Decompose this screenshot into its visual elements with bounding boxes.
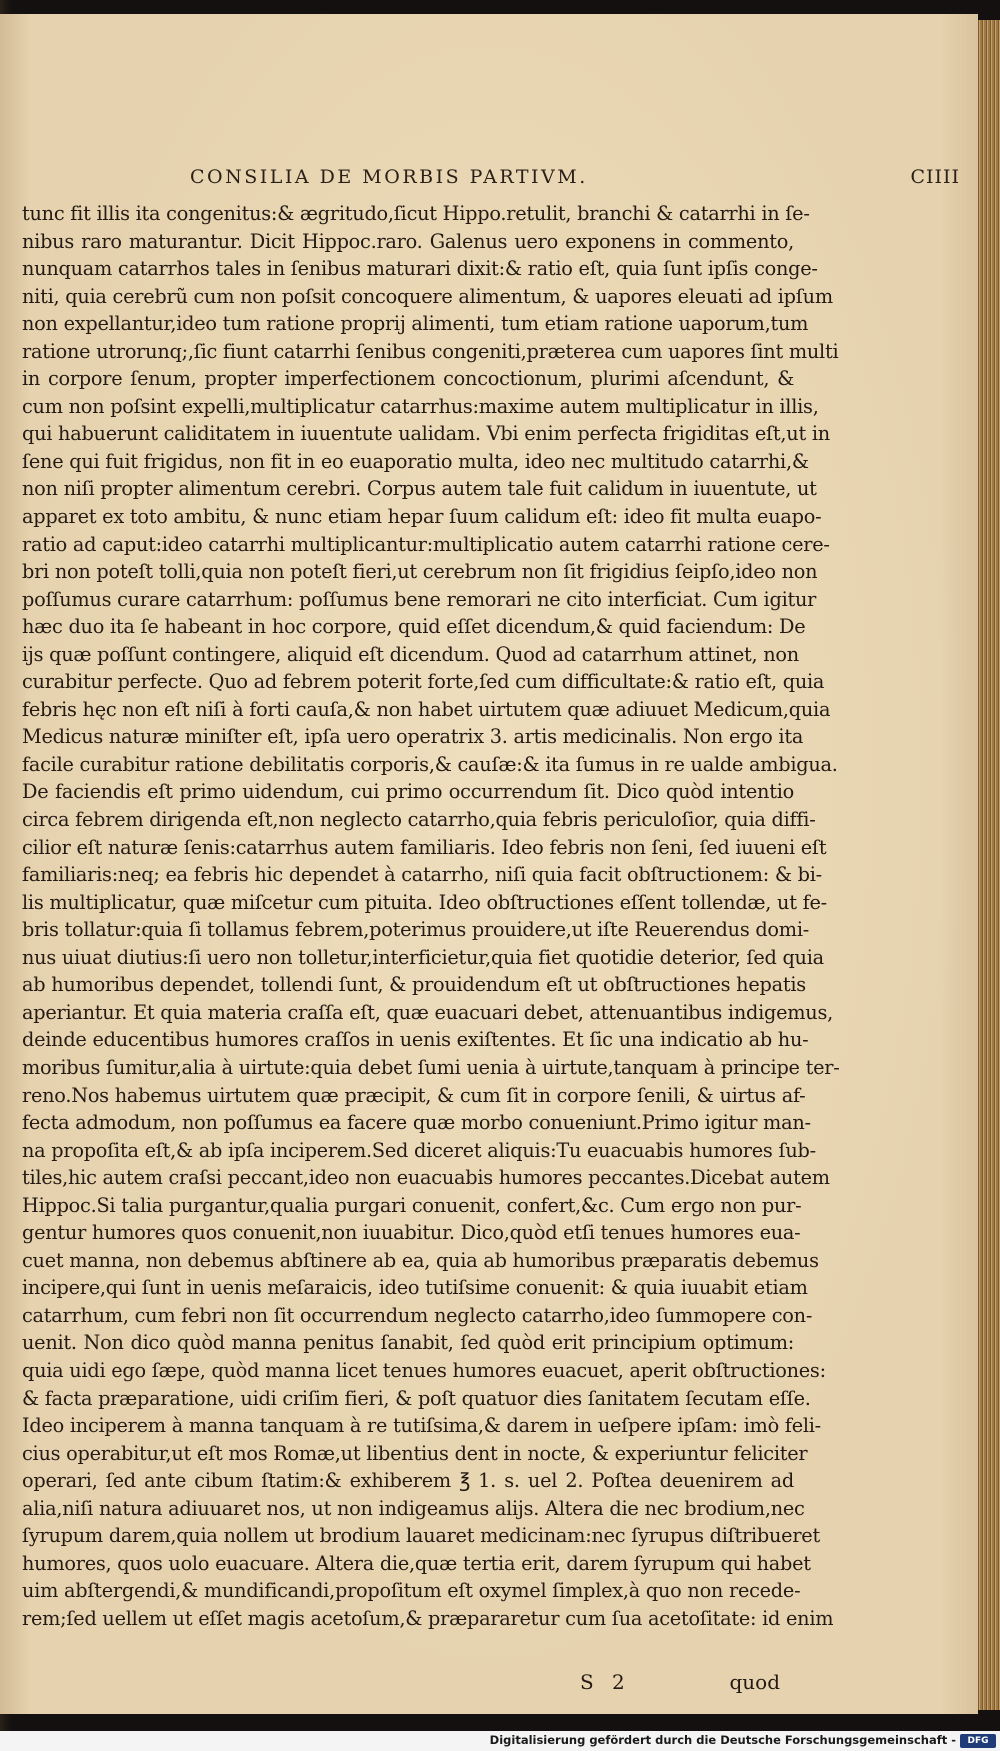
text-line: reno.Nos habemus uirtutem quæ præcipit, & cum ſit in corpore ſenili, & uirtus af-: [22, 1083, 806, 1107]
text-line: alia,niſi natura adiuuaret nos, ut non indigeamus alijs. Altera die nec brodium,nec: [22, 1496, 805, 1520]
text-line: ab humoribus dependet, tollendi ſunt, & prouidendum eſt ut obſtructiones hepatis: [22, 973, 806, 997]
text-line: nus uiuat diutius:ſi uero non tolletur,interficietur,quia fiet quotidie deterior, ſed quia: [22, 945, 824, 969]
dfg-logo: DFG: [960, 1734, 996, 1748]
text-line: non expellantur,ideo tum ratione proprij alimenti, tum etiam ratione uaporum,tum: [22, 312, 809, 336]
text-line: uenit. Non dico quòd manna penitus ſanabit, ſed quòd erit principium optimum:: [22, 1331, 794, 1355]
text-line: Ideo inciperem à manna tanquam à re tutiſsima,& darem in ueſpere ipſam: imò feli-: [22, 1414, 821, 1438]
digitization-credit: Digitalisierung gefördert durch die Deutsche Forschungsgemeinschaft -: [489, 1733, 956, 1747]
text-line: ſyrupum darem,quia nollem ut brodium lauaret medicinam:nec ſyrupus diſtribueret: [22, 1524, 820, 1548]
text-line: na propoſita eſt,& ab ipſa inciperem.Sed diceret aliquis:Tu euacuabis humores ſub-: [22, 1138, 816, 1162]
text-line: De faciendis eſt primo uidendum, cui primo occurrendum ſit. Dico quòd intentio: [22, 780, 794, 804]
text-line: humores, quos uolo euacuare. Altera die,quæ tertia erit, darem ſyrupum qui habet: [22, 1551, 811, 1575]
text-line: ratio ad caput:ideo catarrhi multiplicantur:multiplicatio autem catarrhi ratione cere-: [22, 532, 830, 556]
text-line: familiaris:neq; ea febris hic dependet à catarrho, niſi quia facit obſtructionem: & bi-: [22, 863, 822, 887]
text-line: febris hęc non eſt niſi à forti cauſa,& non habet uirtutem quæ adiuuet Medicum,quia: [22, 697, 831, 721]
credit-bar: [0, 1731, 1000, 1751]
text-line: tunc fit illis ita congenitus:& ægritudo,ſicut Hippo.retulit, branchi & catarrhi in ſe-: [22, 202, 810, 225]
book-fore-edge: [978, 20, 1000, 1710]
text-line: quia uidi ego ſæpe, quòd manna licet tenues humores euacuet, aperit obſtructiones:: [22, 1358, 826, 1382]
text-line: nibus raro maturantur. Dicit Hippoc.raro. Galenus uero exponens in commento,: [22, 229, 794, 253]
text-line: nunquam catarrhos tales in ſenibus maturari dixit:& ratio eſt, quia ſunt ipſis conge-: [22, 257, 818, 281]
text-line: Medicus naturæ miniſter eſt, ipſa uero operatrix 3. artis medicinalis. Non ergo ita: [22, 725, 804, 749]
signature-mark: S 2: [580, 1670, 631, 1694]
text-line: catarrhum, cum febri non ſit occurrendum neglecto catarrho,ideo ſummopere con-: [22, 1303, 813, 1327]
book-page: [0, 14, 978, 1714]
catchword: quod: [729, 1670, 780, 1694]
text-line: uim abſtergendi,& mundificandi,propoſitum eſt oxymel ſimplex,à quo non recede-: [22, 1579, 801, 1603]
text-line: Hippoc.Si talia purgantur,qualia purgari conuenit, confert,&c. Cum ergo non pur-: [22, 1193, 802, 1217]
text-line: cilior eſt naturæ ſenis:catarrhus autem familiaris. Ideo febris non ſeni, ſed iuueni eſt: [22, 835, 827, 859]
text-line: poſſumus curare catarrhum: poſſumus bene remorari ne cito interficiat. Cum igitur: [22, 587, 817, 611]
text-line: niti, quia cerebrũ cum non poſsit concoquere alimentum, & uapores eleuati ad ipſum: [22, 284, 833, 308]
text-line: tiles,hic autem craſsi peccant,ideo non euacuabis humores peccantes.Dicebat autem: [22, 1166, 830, 1190]
text-line: rem;ſed uellem ut eſſet magis acetoſum,& præpararetur cum ſua acetoſitate: id enim: [22, 1606, 834, 1630]
text-line: apparet ex toto ambitu, & nunc etiam hepar ſuum calidum eſt: ideo fit multa euapo-: [22, 505, 822, 529]
text-line: moribus ſumitur,alia à uirtute:quia debet ſumi uenia à uirtute,tanquam à principe ter-: [22, 1055, 840, 1079]
text-line: cum non poſsint expelli,multiplicatur catarrhus:maxime autem multiplicatur in illis,: [22, 394, 819, 418]
text-line: facile curabitur ratione debilitatis corporis,& cauſæ:& ita ſumus in re ualde ambigua.: [22, 752, 838, 776]
text-line: operari, ſed ante cibum ſtatim:& exhiberem ℥ 1. s. uel 2. Poſtea deuenirem ad: [22, 1469, 794, 1493]
text-line: deinde educentibus humores craſſos in uenis exiſtentes. Et ſic una indicatio ab hu-: [22, 1028, 809, 1052]
text-line: circa febrem dirigenda eſt,non neglecto catarrho,quia febris periculoſior, quia diffi-: [22, 808, 816, 832]
text-line: incipere,qui ſunt in uenis meſaraicis, ideo tutiſsime conuenit: & quia iuuabit etiam: [22, 1276, 808, 1300]
text-line: aperiantur. Et quia materia craſſa eſt, quæ euacuari debet, attenuantibus indigemus,: [22, 1000, 833, 1024]
text-line: non niſi propter alimentum cerebri. Corpus autem tale fuit calidum in iuuentute, ut: [22, 477, 817, 501]
text-line: bri non poteſt tolli,quia non poteſt fieri,ut cerebrum non ſit frigidius ſeipſo,ideo non: [22, 560, 818, 584]
text-line: ijs quæ poſſunt contingere, aliquid eſt dicendum. Quod ad catarrhum attinet, non: [22, 642, 799, 666]
text-line: curabitur perfecte. Quo ad febrem poterit forte,ſed cum difficultate:& ratio eſt, quia: [22, 670, 825, 694]
text-line: qui habuerunt caliditatem in iuuentute ualidam. Vbi enim perfecta frigiditas eſt,ut in: [22, 422, 830, 446]
text-line: ſene qui fuit frigidus, non fit in eo euaporatio multa, ideo nec multitudo catarrhi,&: [22, 449, 809, 473]
text-line: cuet manna, non debemus abſtinere ab ea, quia ab humoribus præparatis debemus: [22, 1248, 819, 1272]
text-line: cius operabitur,ut eſt mos Romæ,ut libentius dent in nocte, & experiuntur feliciter: [22, 1441, 808, 1465]
body-text: [22, 200, 840, 1632]
page-footer: [580, 1670, 780, 1700]
text-line: hæc duo ita ſe habeant in hoc corpore, quid eſſet dicendum,& quid faciendum: De: [22, 615, 806, 639]
text-line: & facta præparatione, uidi criſim fieri, & poſt quatuor dies ſanitatem ſecutam eſſe.: [22, 1386, 811, 1410]
running-title: CONSILIA DE MORBIS PARTIVM.: [190, 166, 588, 188]
text-line: bris tollatur:quia ſi tollamus febrem,poterimus prouidere,ut iſte Reuerendus domi-: [22, 918, 810, 942]
text-line: gentur humores quos conuenit,non iuuabitur. Dico,quòd etſi tenues humores eua-: [22, 1221, 801, 1245]
page-header: [190, 166, 960, 196]
text-line: in corpore ſenum, propter imperfectionem concoctionum, plurimi aſcendunt, &: [22, 367, 794, 391]
folio-number: CIIII: [910, 166, 960, 188]
text-line: ratione utrorunq;,ſic fiunt catarrhi ſenibus congeniti,præterea cum uapores ſint multi: [22, 339, 839, 363]
text-line: fecta admodum, non poſſumus ea facere quæ morbo conueniunt.Primo igitur man-: [22, 1111, 811, 1135]
text-line: lis multiplicatur, quæ miſcetur cum pituita. Ideo obſtructiones eſſent tollendæ, ut fe-: [22, 890, 827, 914]
